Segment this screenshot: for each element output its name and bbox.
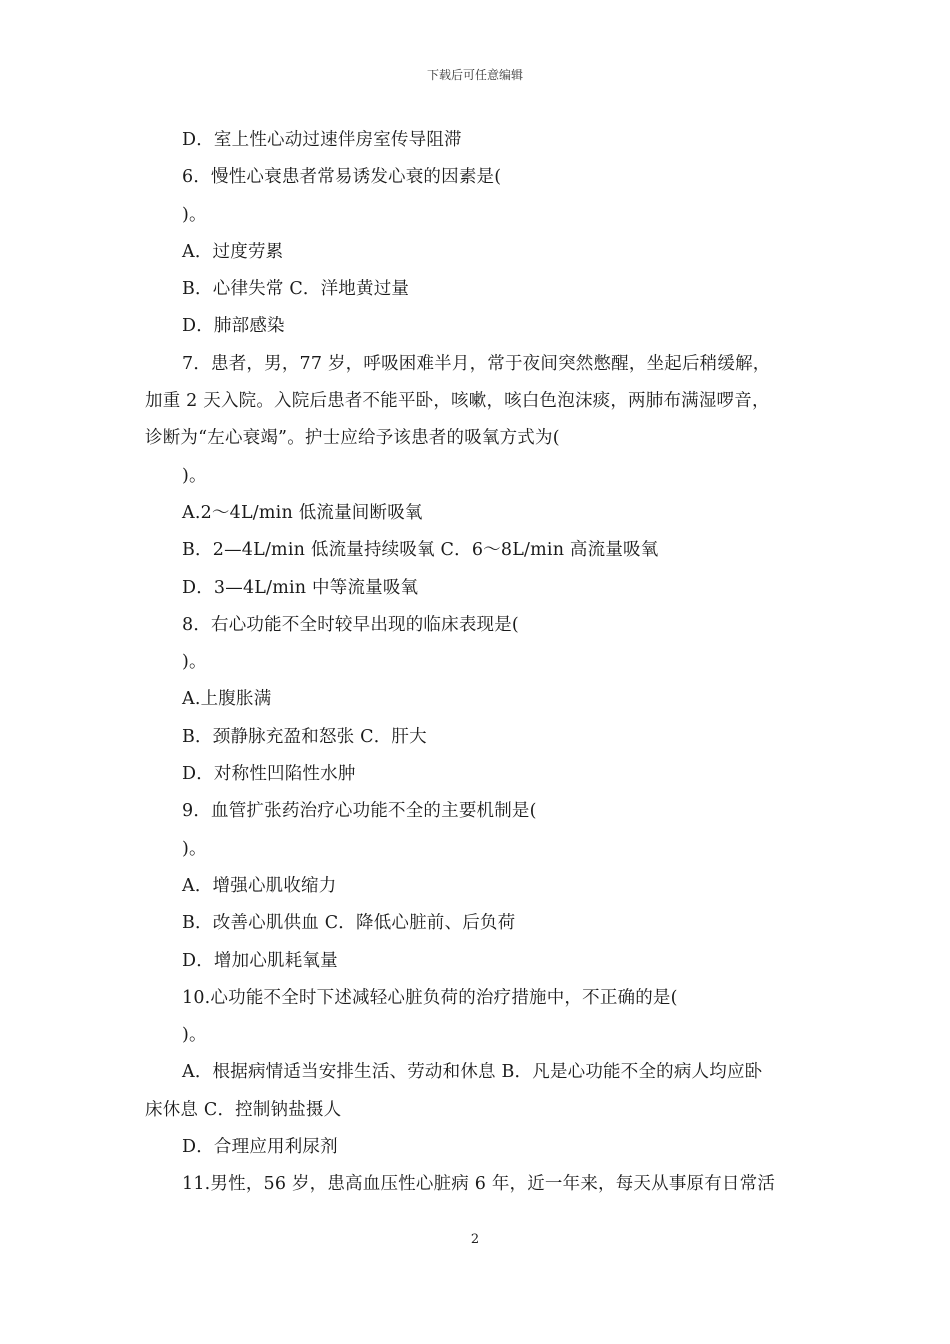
text-line: 床休息 C．控制钠盐摄人	[145, 1099, 342, 1120]
text-line: D．3—4L/min 中等流量吸氧	[182, 577, 419, 598]
document-body	[145, 122, 817, 1204]
text-line: D．对称性凹陷性水肿	[182, 764, 356, 785]
page-header-note: 下载后可任意编辑	[426, 68, 523, 82]
text-line: B．2—4L/min 低流量持续吸氧 C．6～8L/min 高流量吸氧	[182, 540, 659, 561]
text-line: 10.心功能不全时下述减轻心脏负荷的治疗措施中，不正确的是(	[182, 987, 678, 1008]
text-line: A.上腹胀满	[182, 689, 272, 710]
text-line: 诊断为“左心衰竭”。护士应给予该患者的吸氧方式为(	[145, 428, 560, 449]
text-line: )。	[182, 204, 207, 225]
text-line: 加重 2 天入院。入院后患者不能平卧，咳嗽，咳白色泡沫痰，两肺布满湿啰音，	[145, 391, 770, 412]
text-line: 11.男性，56 岁，患高血压性心脏病 6 年，近一年来，每天从事原有日常活	[182, 1174, 776, 1195]
text-line: )。	[182, 652, 207, 673]
text-line: A．增强心肌收缩力	[182, 875, 337, 896]
text-line: 6．慢性心衰患者常易诱发心衰的因素是(	[182, 167, 502, 188]
text-line: A．过度劳累	[182, 241, 284, 262]
text-line: )。	[182, 838, 207, 859]
text-line: D．增加心肌耗氧量	[182, 950, 338, 971]
page-number: 2	[470, 1232, 480, 1247]
text-line: 8．右心功能不全时较早出现的临床表现是(	[182, 614, 519, 635]
text-line: D．室上性心动过速伴房室传导阻滞	[182, 130, 462, 150]
text-line: B．心律失常 C．洋地黄过量	[182, 279, 410, 300]
text-line: )。	[182, 1025, 207, 1046]
text-line: B．改善心肌供血 C．降低心脏前、后负荷	[182, 913, 516, 934]
text-line: D．合理应用利尿剂	[182, 1137, 338, 1158]
text-line: )。	[182, 465, 207, 486]
text-line: 9．血管扩张药治疗心功能不全的主要机制是(	[182, 801, 537, 822]
text-line: B．颈静脉充盈和怒张 C．肝大	[182, 726, 427, 747]
text-line: D．肺部感染	[182, 316, 285, 337]
text-line: A．根据病情适当安排生活、劳动和休息 B．凡是心功能不全的病人均应卧	[182, 1062, 763, 1083]
text-line: 7．患者，男，77 岁，呼吸困难半月，常于夜间突然憋醒，坐起后稍缓解，	[182, 353, 771, 374]
text-line: A.2～4L/min 低流量间断吸氧	[182, 502, 423, 523]
